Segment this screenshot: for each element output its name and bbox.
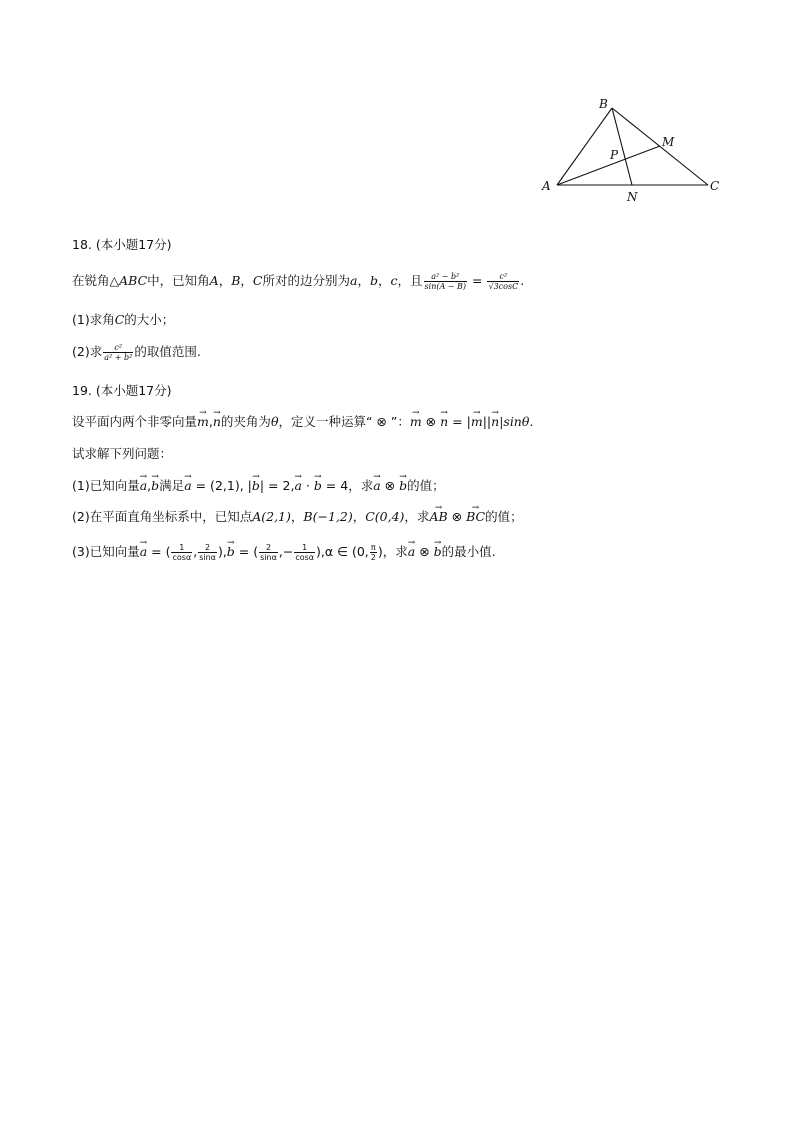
q19-p3-fraction-2 [198, 543, 217, 562]
q18-part2-a: (2)求 [72, 344, 103, 359]
q19-definition [72, 413, 533, 431]
q18-sep3: ， [357, 273, 370, 288]
q19-op-n: → n [440, 413, 448, 431]
q19-p3-comma2: ,− [278, 544, 294, 559]
q19-op-n2: → n [491, 413, 499, 431]
q19-def-b: 的夹角为 [220, 414, 271, 429]
q18-part2 [72, 343, 201, 362]
q19-p3-f1-den: cosα [172, 553, 192, 562]
q19-p3-f2-num: 2 [198, 543, 217, 553]
label-a: A [542, 179, 551, 193]
q19-p3-fraction-4 [294, 543, 315, 562]
q19-part2 [72, 508, 523, 526]
q19-p1-comma: , [147, 478, 152, 493]
q19-p3-f4-num: 1 [294, 543, 315, 553]
q19-p3-a: (3)已知向量 [72, 544, 140, 559]
q19-def-c: ，定义一种运算“ ⊗ ”： [278, 414, 410, 429]
q18-side-a: a [350, 273, 358, 288]
q18-part1-a: (1)求角 [72, 312, 115, 327]
q19-p3-f2-den: sinα [199, 553, 216, 562]
q19-p3-f5-den: 2 [370, 553, 376, 562]
q19-p1-dot: · [301, 478, 314, 493]
q18-part2-fraction [103, 343, 133, 362]
q18-stem-c: 所对的边分别为 [262, 273, 351, 288]
label-p: P [610, 148, 619, 162]
q18-angle-a: A [209, 273, 219, 288]
q19-p1-d: | = 2, [259, 478, 295, 493]
q18-fraction-1 [424, 272, 468, 291]
q19-p3-f5-num: π [370, 543, 376, 552]
q19-p1-va3: → a [294, 477, 301, 495]
q18-stem-b: 中，已知角 [147, 273, 210, 288]
q19-p1-vb3: → b [314, 477, 322, 495]
q18-fraction-2-num: c² [487, 272, 519, 282]
q18-sep1: ， [218, 273, 232, 288]
segment-bn [612, 108, 632, 185]
q19-p3-eq1: = ( [147, 544, 171, 559]
q19-op-m: → m [410, 413, 422, 431]
q19-p3-f3-den: sinα [260, 553, 277, 562]
q18-heading: 18. (本小题17分) [72, 237, 172, 252]
q19-p3-eq2: = ( [234, 544, 259, 559]
q18-end: . [520, 273, 525, 288]
q18-stem-d: ，且 [397, 273, 423, 288]
q19-p3-f4-den: cosα [295, 553, 315, 562]
q18-stem-a: 在锐角 [72, 273, 110, 288]
segment-am [557, 146, 660, 185]
q19-p3-close2: ),α ∈ (0, [316, 544, 369, 559]
q19-p1-a: (1)已知向量 [72, 478, 140, 493]
q19-p3-f3-num: 2 [259, 543, 278, 553]
q18-part2-num: c² [103, 343, 133, 353]
q19-p3-otimes: ⊗ [415, 544, 434, 559]
q19-p1-va: → a [140, 477, 147, 495]
q19-p1-va4: → a [373, 477, 380, 495]
q18-fraction-2 [487, 272, 519, 291]
q19-p3-f1-num: 1 [171, 543, 192, 553]
label-b: B [599, 97, 608, 111]
q19-ask: 试求解下列问题： [72, 446, 173, 461]
q18-angle-c: C [252, 273, 263, 288]
q18-part1-b: 的大小； [124, 312, 175, 327]
q19-p2-sep1: ， [290, 509, 304, 524]
q19-def-a: 设平面内两个非零向量 [72, 414, 198, 429]
q19-op-bars: || [482, 414, 492, 429]
label-m: M [662, 135, 675, 149]
q19-vector-m: → m [197, 413, 209, 431]
q19-op-eq: = | [448, 414, 471, 429]
q19-p2-otimes: ⊗ [447, 509, 467, 524]
q19-p3-va2: → a [408, 543, 415, 561]
q18-fraction-1-den: sin(A − B) [424, 282, 467, 291]
q19-p3-close3: )，求 [377, 544, 408, 559]
q19-p3-vb: → b [227, 543, 235, 561]
q19-p1-vb4: → b [399, 477, 407, 495]
q18-side-c: c [390, 273, 398, 288]
q19-p2-vector-ab: → AB [429, 508, 447, 526]
q19-p1-vb: → b [151, 477, 159, 495]
q19-p1-f: 的值； [407, 478, 445, 493]
q19-part1 [72, 477, 445, 495]
q19-op-sym: ⊗ [421, 414, 441, 429]
q18-triangle-symbol: △ [109, 273, 120, 288]
q18-stem [72, 272, 524, 291]
q19-p2-a: (2)在平面直角坐标系中，已知点 [72, 509, 253, 524]
q18-fraction-2-den: √3cosC [488, 282, 519, 291]
q19-p2-b: ，求 [404, 509, 430, 524]
q19-heading: 19. (本小题17分) [72, 383, 172, 398]
label-n: N [627, 190, 638, 204]
q19-p2-c: 的值； [485, 509, 523, 524]
q18-part1-c: C [114, 312, 125, 327]
q18-side-b: b [369, 273, 378, 288]
q18-part2-b: 的取值范围. [134, 344, 201, 359]
q19-p2-sep2: ， [352, 509, 366, 524]
q18-angle-b: B [231, 273, 241, 288]
q19-p2-vector-bc: → BC [466, 508, 485, 526]
q19-p2-point-c: C(0,4) [365, 509, 405, 524]
label-c: C [710, 179, 720, 193]
q19-p1-b: 满足 [159, 478, 185, 493]
q19-p3-comma1: , [193, 544, 198, 559]
q19-part3 [72, 543, 496, 562]
q19-p3-close1: ), [217, 544, 227, 559]
q18-sep4: ， [378, 273, 391, 288]
q19-p1-vb2: → b [252, 477, 260, 495]
q18-part1 [72, 311, 174, 329]
q19-op-sin: |sinθ. [499, 414, 534, 429]
q19-p3-end: 的最小值. [441, 544, 496, 559]
q19-theta: θ [270, 414, 279, 429]
q19-vector-n: → n [213, 413, 221, 431]
triangle-figure [536, 92, 726, 208]
segment-ab [557, 108, 612, 185]
q19-p1-va2: → a [184, 477, 191, 495]
q19-p3-fraction-5 [370, 543, 377, 562]
q19-op-m2: → m [471, 413, 483, 431]
q18-sep2: ， [240, 273, 253, 288]
q19-p1-otimes: ⊗ [380, 478, 400, 493]
q18-fraction-1-num: a² − b² [424, 272, 468, 282]
q19-p1-e: = 4，求 [321, 478, 374, 493]
q19-p2-point-b: B(−1,2) [303, 509, 353, 524]
q19-comma: , [208, 414, 213, 429]
q19-p2-point-a: A(2,1) [252, 509, 291, 524]
q19-p3-fraction-1 [171, 543, 192, 562]
q19-p3-fraction-3 [259, 543, 278, 562]
q19-p3-vb2: → b [434, 543, 442, 561]
q18-part2-den: a² + b² [104, 353, 133, 362]
q19-p3-va: → a [140, 543, 147, 561]
q19-p1-c: = (2,1), | [191, 478, 252, 493]
q18-equals: = [468, 273, 487, 288]
q18-abc: ABC [119, 273, 148, 288]
